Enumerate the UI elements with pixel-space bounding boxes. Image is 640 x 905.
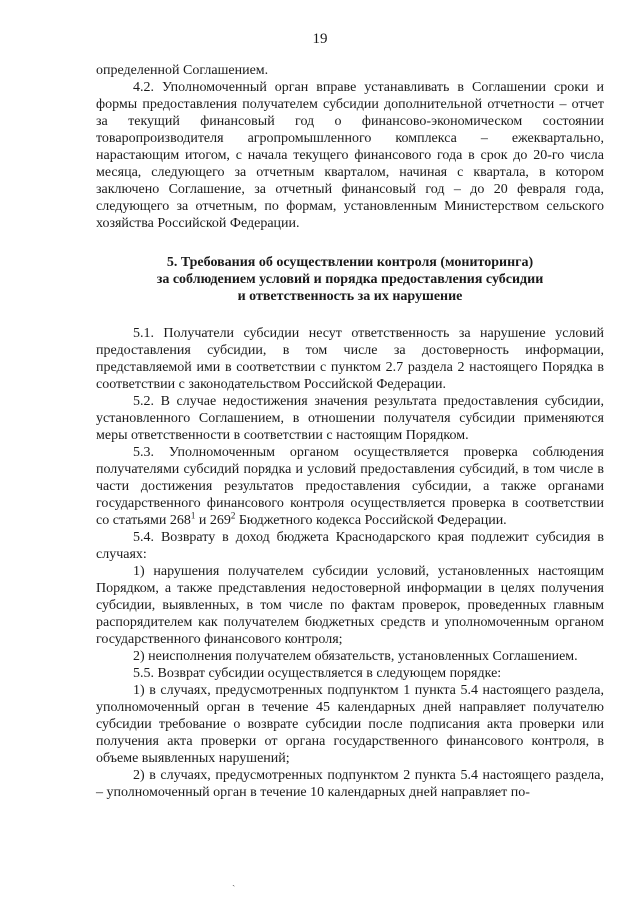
paragraph-5-4-item-1: 1) нарушения получателем субсидии условий, установленных настоящим Порядком, а также представления недостоверной информации в целях получения субсидии, выявленных, в том числе по фактам проверок, проведенных главным распорядителем как получателем бюджетных средств и уполномоченным органом государственного финансового контроля; (96, 564, 604, 647)
scan-mark: ˏ (232, 876, 236, 887)
document-body (96, 62, 604, 801)
paragraph-5-5: 5.5. Возврат субсидии осуществляется в следующем порядке: (133, 666, 502, 681)
section-heading-line-2: за соблюдением условий и порядка предоставления субсидии (156, 272, 544, 287)
continued-text: определенной Соглашением. (96, 63, 269, 78)
paragraph-5-3-text-c: Бюджетного кодекса Российской Федерации. (235, 513, 507, 528)
paragraph-5-5-item-2: 2) в случаях, предусмотренных подпунктом 2 пункта 5.4 настоящего раздела, – уполномоченный орган в течение 10 календарных дней направляет по- (96, 768, 604, 800)
superscript-2: 2 (230, 510, 236, 521)
section-heading-line-1: 5. Требования об осуществлении контроля (мониторинга) (166, 255, 534, 270)
paragraph-5-3-text-b: и 269 (195, 513, 231, 528)
paragraph-5-4-item-2: 2) неисполнения получателем обязательств, установленных Соглашением. (133, 649, 578, 664)
paragraph-5-1: 5.1. Получатели субсидии несут ответственность за нарушение условий предоставления субсидии, в том числе за достоверность информации, представляемой ими в соответствии с пунктом 2.7 раздела 2 настоящего Порядка в соответствии с законодательством Российской Федерации. (96, 326, 604, 392)
paragraph-5-2: 5.2. В случае недостижения значения результата предоставления субсидии, установленного Соглашением, в отношении получателя субсидии применяются меры ответственности в соответствии с настоящим Порядком. (96, 394, 604, 443)
paragraph-5-5-item-1: 1) в случаях, предусмотренных подпунктом 1 пункта 5.4 настоящего раздела, уполномоченный орган в течение 45 календарных дней направляет получателю субсидии требование о возврате субсидии после подписания акта проверки или получения акта проверки от органа государственного финансового контроля, в объеме выявленных нарушений; (96, 683, 604, 766)
paragraph-5-3-text-a: 5.3. Уполномоченным органом осуществляется проверка соблюдения получателями субсидий порядка и условий предоставления субсидий, в том числе в части достижения результатов предоставления субсидии, а также органами государственного финансового контроля осуществляется проверка в соответствии со статьями 268 (96, 445, 604, 528)
paragraph-4-2: 4.2. Уполномоченный орган вправе устанавливать в Соглашении сроки и формы предоставления получателем субсидии дополнительной отчетности – отчет за текущий финансовый год о финансово-экономическом состоянии товаропроизводителя агропромышленного комплекса – ежеквартально, нарастающим итогом, с начала текущего финансового года в срок до 20-го числа месяца, следующего за отчетным кварталом, начиная с квартала, в котором заключено Соглашение, за отчетный финансовый год – до 20 февраля года, следующего за отчетным, по формам, установленным Министерством сельского хозяйства Российской Федерации. (96, 80, 604, 231)
section-5-heading (96, 254, 604, 305)
section-heading-line-3: и ответственность за их нарушение (237, 289, 463, 304)
paragraph-5-3 (96, 444, 604, 529)
superscript-1: 1 (190, 510, 196, 521)
paragraph-5-4: 5.4. Возврату в доход бюджета Краснодарского края подлежит субсидия в случаях: (96, 530, 604, 562)
page-number: 19 (312, 31, 328, 47)
